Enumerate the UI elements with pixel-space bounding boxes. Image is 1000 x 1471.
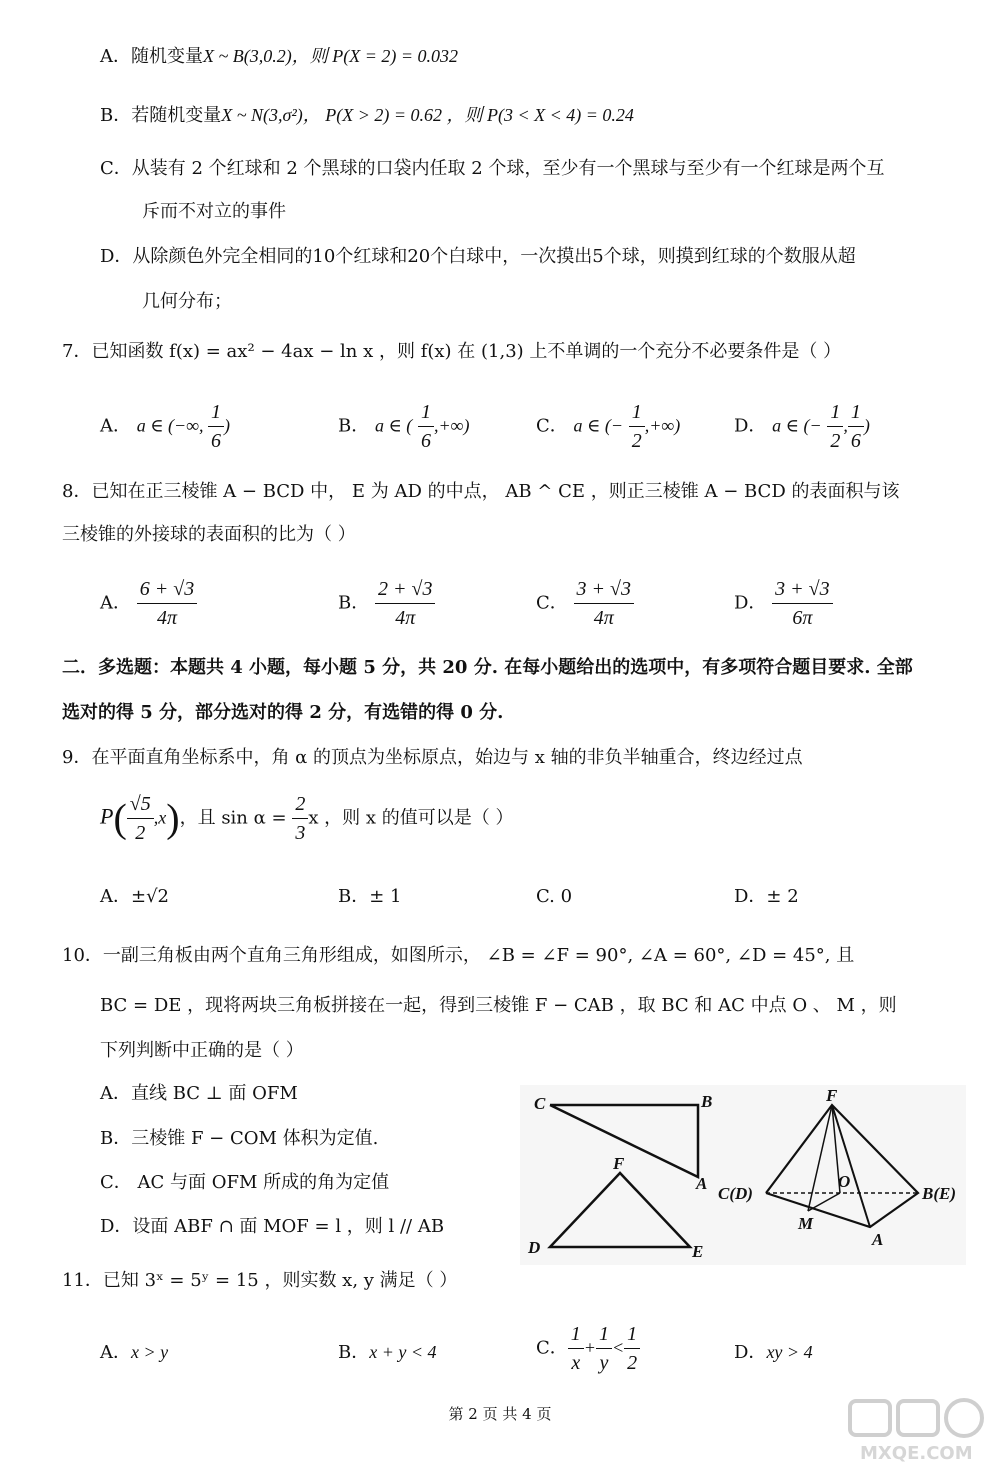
q6-option-d-line2: 几何分布；	[142, 291, 232, 312]
q6-option-c-line1: C．从装有 2 个红球和 2 个黑球的口袋内任取 2 个球，至少有一个黑球与至少有一个红球是两个互	[100, 158, 885, 179]
label-a-pyramid: A	[872, 1230, 884, 1249]
q10-option-d: D．设面 ABF ∩ 面 MOF = l ，则 l // AB	[100, 1216, 445, 1237]
q10-stem-line2: BC = DE ，现将两块三角板拼接在一起，得到三棱锥 F − CAB ，取 BC 和 AC 中点 O 、 M ，则	[100, 995, 897, 1016]
q8-option-a: A． $\frac{6 + √3}{4\pi}$	[100, 575, 197, 632]
q8-stem-line2: 三棱锥的外接球的表面积的比为（ ）	[62, 524, 356, 545]
q6-option-c-line2: 斥而不对立的事件	[142, 201, 286, 222]
q11-option-b: B．x + y < 4	[338, 1342, 437, 1363]
q9-stem-line2: P( $\frac{√5}{2}$ ,x)，且 sin α = $\frac{2}{3}$ x ，则 x 的值可以是（ ）	[100, 790, 514, 847]
label-f: F	[613, 1154, 625, 1173]
label-b: B	[701, 1092, 713, 1111]
q8-stem-line1: 8．已知在正三棱锥 A − BCD 中， E 为 AD 的中点， AB ^ CE ，则正三棱锥 A − BCD 的表面积与该	[62, 481, 900, 502]
label-m: M	[798, 1214, 814, 1233]
q8-option-d: D． $\frac{3 + √3}{6\pi}$	[734, 575, 833, 632]
pyramid-edges	[766, 1105, 918, 1227]
page-footer: 第 2 页 共 4 页	[448, 1405, 552, 1423]
q7-option-a: A． a ∈ (−∞, $\frac{1}{6}$ )	[100, 398, 230, 455]
q11-option-c: C． $\frac{1}{x}$ + $\frac{1}{y}$ < $\frac{1}{2}$	[536, 1320, 640, 1377]
label-cd: C(D)	[718, 1184, 753, 1203]
q8-option-b: B． $\frac{2 + √3}{4\pi}$	[338, 575, 435, 632]
q9-option-d: D．± 2	[734, 886, 799, 907]
q10-option-c: C． AC 与面 OFM 所成的角为定值	[100, 1172, 390, 1193]
q9-option-c: C. 0	[536, 886, 573, 907]
q9-option-b: B．± 1	[338, 886, 402, 907]
section2-heading-line2: 选对的得 5 分，部分选对的得 2 分，有选错的得 0 分.	[62, 702, 504, 723]
q10-stem-line1: 10．一副三角板由两个直角三角形组成，如图所示， ∠B = ∠F = 90°, ∠A = 60°, ∠D = 45°, 且	[62, 945, 855, 966]
watermark-text: MXQE.COM	[860, 1443, 973, 1464]
q6-option-d-line1: D．从除颜色外完全相同的10个红球和20个白球中，一次摸出5个球，则摸到红球的个数服从超	[100, 246, 856, 267]
q9-option-a: A．±√2	[100, 886, 170, 907]
label-e: E	[692, 1242, 704, 1261]
label-d: D	[528, 1238, 541, 1257]
q8-option-c: C． $\frac{3 + √3}{4\pi}$	[536, 575, 634, 632]
section2-heading-line1: 二．多选题：本题共 4 小题，每小题 5 分，共 20 分. 在每小题给出的选项中，有多项符合题目要求. 全部	[62, 657, 913, 678]
q7-option-d: D． a ∈ (− $\frac{1}{2}$ , $\frac{1}{6}$ )	[734, 398, 870, 455]
q7-option-c: C． a ∈ (− $\frac{1}{2}$ ,+∞)	[536, 398, 680, 455]
q6-option-b: B．若随机变量X ~ N(3,σ²)， P(X > 2) = 0.62 ，则 P(3 < X < 4) = 0.24	[100, 105, 634, 126]
label-be: B(E)	[922, 1184, 956, 1203]
q10-option-b: B．三棱锥 F − COM 体积为定值.	[100, 1128, 379, 1149]
label-a: A	[696, 1174, 708, 1193]
label-c: C	[534, 1094, 546, 1113]
triangle-fde	[550, 1173, 690, 1247]
q7-stem: 7．已知函数 f(x) = ax² − 4ax − ln x ，则 f(x) 在 (1,3) 上不单调的一个充分不必要条件是（ ）	[62, 341, 842, 362]
q9-stem-line1: 9．在平面直角坐标系中，角 α 的顶点为坐标原点，始边与 x 轴的非负半轴重合，终边经过点	[62, 747, 803, 768]
q6-option-a: A．随机变量X ~ B(3,0.2)，则 P(X = 2) = 0.032	[100, 46, 458, 67]
triangle-board-figure	[520, 1085, 966, 1265]
q10-option-a: A．直线 BC ⊥ 面 OFM	[100, 1083, 298, 1104]
q7-option-b: B． a ∈ ( $\frac{1}{6}$ ,+∞)	[338, 398, 470, 455]
q10-stem-line3: 下列判断中正确的是（ ）	[100, 1040, 304, 1061]
label-o: O	[838, 1172, 851, 1191]
watermark-logo	[840, 1395, 990, 1465]
q11-stem: 11．已知 3ˣ = 5ʸ = 15 ，则实数 x, y 满足（ ）	[62, 1270, 458, 1291]
q11-option-d: D．xy > 4	[734, 1342, 813, 1363]
label-f-pyramid: F	[826, 1086, 838, 1105]
q11-option-a: A．x > y	[100, 1342, 169, 1363]
